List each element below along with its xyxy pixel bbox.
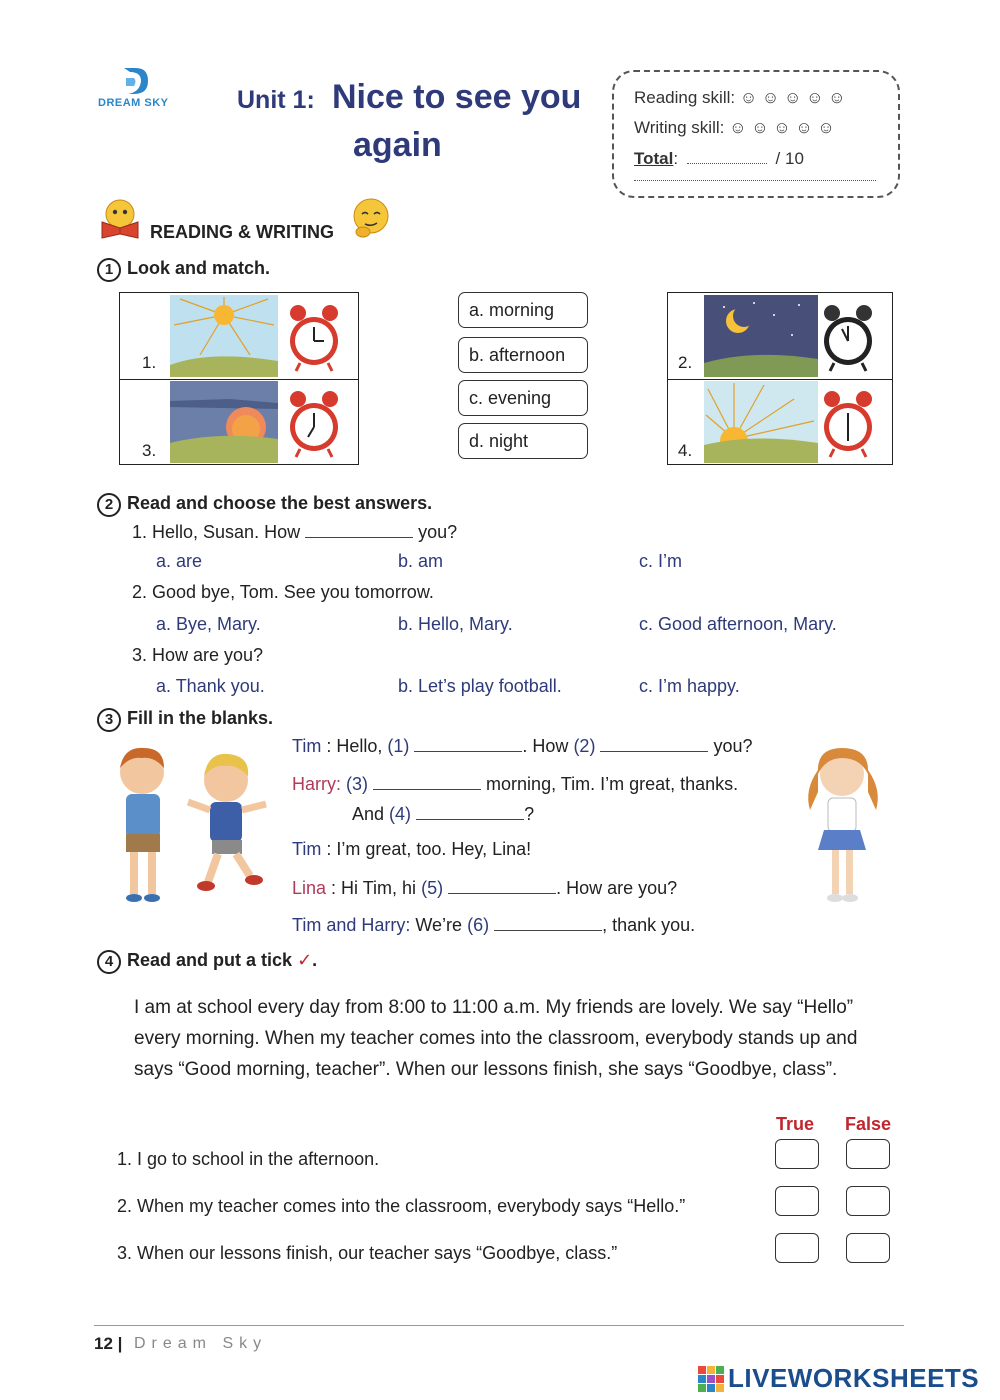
reading-skill-row <box>634 88 846 108</box>
question-1-after: you? <box>418 522 458 542</box>
picture-table-right <box>667 292 893 465</box>
footer-separator: | <box>117 1334 123 1353</box>
exercise1-title: Look and match. <box>127 258 271 278</box>
blank-num-2: (2) <box>573 736 596 756</box>
unit-label: Unit 1: <box>237 86 315 114</box>
line1-text-a: : Hello, <box>326 736 383 756</box>
question-1-blank[interactable] <box>305 520 413 538</box>
black-clock-icon <box>820 299 876 375</box>
exercise4-heading <box>97 950 317 974</box>
statement-1-false-box[interactable] <box>846 1139 890 1169</box>
picture-label-2: 2. <box>678 353 693 372</box>
blank-6-input[interactable] <box>494 913 602 931</box>
comment-line[interactable] <box>634 180 876 181</box>
writing-skill-row <box>634 118 835 138</box>
unit-title-line2: again <box>353 126 442 164</box>
liveworksheets-logo-icon <box>698 1366 724 1392</box>
boys-illustration <box>104 742 274 912</box>
page-number-value: 12 <box>94 1334 113 1353</box>
option-b[interactable]: b. afternoon <box>458 337 588 373</box>
statement-2: 2. When my teacher comes into the classroom, everybody says “Hello.” <box>117 1196 686 1216</box>
reading-faces[interactable]: ☺ ☺ ☺ ☺ ☺ <box>739 88 846 107</box>
paragraph-line-3: says “Good morning, teacher”. When our lessons finish, she says “Goodbye, class”. <box>134 1059 838 1080</box>
total-suffix: / 10 <box>775 149 804 168</box>
statement-3-true-box[interactable] <box>775 1233 819 1263</box>
speaker-lina: Lina <box>292 878 327 898</box>
blank-2-input[interactable] <box>600 734 708 752</box>
reading-skill-label: Reading skill: <box>634 88 736 107</box>
q3-answer-c[interactable]: c. I’m happy. <box>639 676 740 696</box>
q1-answer-a[interactable]: a. are <box>156 551 203 571</box>
blank-num-4: (4) <box>389 804 412 824</box>
statement-3: 3. When our lessons finish, our teacher says “Goodbye, class.” <box>117 1243 618 1263</box>
table-divider <box>120 379 358 380</box>
total-row: Total: / 10 <box>634 149 804 168</box>
line3-text-b: ? <box>524 804 535 824</box>
sunrise-scene <box>704 381 818 463</box>
picture-label-4: 4. <box>678 441 693 460</box>
statement-2-true-box[interactable] <box>775 1186 819 1216</box>
false-header: False <box>845 1114 892 1134</box>
exercise4-title: Read and put a tick <box>127 950 293 970</box>
exercise4-period: . <box>312 950 318 970</box>
line2-text: morning, Tim. I’m great, thanks. <box>486 774 739 794</box>
blank-num-1: (1) <box>387 736 410 756</box>
statement-1: 1. I go to school in the afternoon. <box>117 1149 380 1169</box>
morning-sun-scene <box>170 295 278 377</box>
tick-icon: ✓ <box>297 950 313 970</box>
thinking-emoji-icon <box>348 196 392 240</box>
blank-num-3: (3) <box>346 774 369 794</box>
writing-faces[interactable]: ☺ ☺ ☺ ☺ ☺ <box>729 118 835 137</box>
dialogue-line-5 <box>292 876 677 899</box>
exercise2-number: 2 <box>97 493 121 517</box>
question-1-text: 1. Hello, Susan. How <box>132 522 301 542</box>
line6-text-a: We’re <box>415 915 463 935</box>
liveworksheets-watermark: LIVEWORKSHEETS <box>728 1363 980 1393</box>
alarm-clock-icon <box>286 385 342 461</box>
statement-3-false-box[interactable] <box>846 1233 890 1263</box>
blank-1-input[interactable] <box>414 734 522 752</box>
q2-answer-a[interactable]: a. Bye, Mary. <box>156 614 261 634</box>
blank-4-input[interactable] <box>416 802 524 820</box>
dialogue-line-6 <box>292 913 695 936</box>
exercise3-heading <box>97 708 273 732</box>
score-box <box>612 70 900 198</box>
dialogue-line-2 <box>292 772 738 795</box>
statement-2-false-box[interactable] <box>846 1186 890 1216</box>
line4-text: : I’m great, too. Hey, Lina! <box>326 839 532 859</box>
dream-sky-logo-icon <box>120 66 150 96</box>
section-title: READING & WRITING <box>150 222 334 242</box>
blank-num-6: (6) <box>467 915 490 935</box>
true-header: True <box>776 1114 815 1134</box>
writing-skill-label: Writing skill: <box>634 118 725 137</box>
alarm-clock-icon <box>820 385 876 461</box>
blank-3-input[interactable] <box>373 772 481 790</box>
total-label: Total <box>634 149 674 168</box>
q1-answer-b[interactable]: b. am <box>398 551 444 571</box>
total-input[interactable] <box>687 152 767 164</box>
table-divider <box>668 379 892 380</box>
line1-text-c: you? <box>713 736 753 756</box>
exercise1-number: 1 <box>97 258 121 282</box>
q3-answer-a[interactable]: a. Thank you. <box>156 676 265 696</box>
logo-text: DREAM SKY <box>98 97 169 109</box>
q2-answer-c[interactable]: c. Good afternoon, Mary. <box>639 614 837 634</box>
line5-text-b: . How are you? <box>556 878 678 898</box>
option-a[interactable]: a. morning <box>458 292 588 328</box>
picture-label-3: 3. <box>142 441 157 460</box>
q3-answer-b[interactable]: b. Let’s play football. <box>398 676 562 696</box>
picture-table-left <box>119 292 359 465</box>
girl-illustration <box>790 740 894 910</box>
speaker-tim: Tim <box>292 736 322 756</box>
line3-text-a: And <box>352 804 385 824</box>
exercise2-heading <box>97 493 432 517</box>
line1-text-b: . How <box>522 736 569 756</box>
question-1 <box>132 520 457 543</box>
dialogue-line-3 <box>352 802 534 825</box>
speaker-harry: Harry: <box>292 774 341 794</box>
dialogue-line-1 <box>292 734 753 757</box>
unit-title-line1: Nice to see you <box>332 78 582 116</box>
alarm-clock-icon <box>286 299 342 375</box>
footer-divider <box>94 1325 904 1326</box>
paragraph-line-1: I am at school every day from 8:00 to 11:00 a.m. My friends are lovely. We say “Hello” <box>134 997 854 1018</box>
exercise3-number: 3 <box>97 708 121 732</box>
exercise4-number: 4 <box>97 950 121 974</box>
blank-num-5: (5) <box>421 878 444 898</box>
question-3: 3. How are you? <box>132 645 264 665</box>
option-d[interactable]: d. night <box>458 423 588 459</box>
paragraph-line-2: every morning. When my teacher comes into the classroom, everybody stands up and <box>134 1028 858 1049</box>
exercise1-heading <box>97 258 270 282</box>
question-2: 2. Good bye, Tom. See you tomorrow. <box>132 582 434 602</box>
speaker-tim-and-harry: Tim and Harry: <box>292 915 411 935</box>
q2-answer-b[interactable]: b. Hello, Mary. <box>398 614 513 634</box>
q1-answer-c[interactable]: c. I’m <box>639 551 682 571</box>
exercise2-title: Read and choose the best answers. <box>127 493 433 513</box>
line5-text-a: : Hi Tim, hi <box>331 878 417 898</box>
night-moon-scene <box>704 295 818 377</box>
exercise3-title: Fill in the blanks. <box>127 708 274 728</box>
sunset-scene <box>170 381 278 463</box>
speaker-tim: Tim <box>292 839 322 859</box>
option-c[interactable]: c. evening <box>458 380 588 416</box>
footer-brand: Dream Sky <box>134 1335 268 1352</box>
reading-paragraph <box>134 992 914 1085</box>
blank-5-input[interactable] <box>448 876 556 894</box>
line6-text-b: , thank you. <box>602 915 696 935</box>
reading-emoji-icon <box>98 196 142 240</box>
page-number <box>94 1334 122 1354</box>
dialogue-line-4 <box>292 839 531 860</box>
picture-label-1: 1. <box>142 353 157 372</box>
statement-1-true-box[interactable] <box>775 1139 819 1169</box>
